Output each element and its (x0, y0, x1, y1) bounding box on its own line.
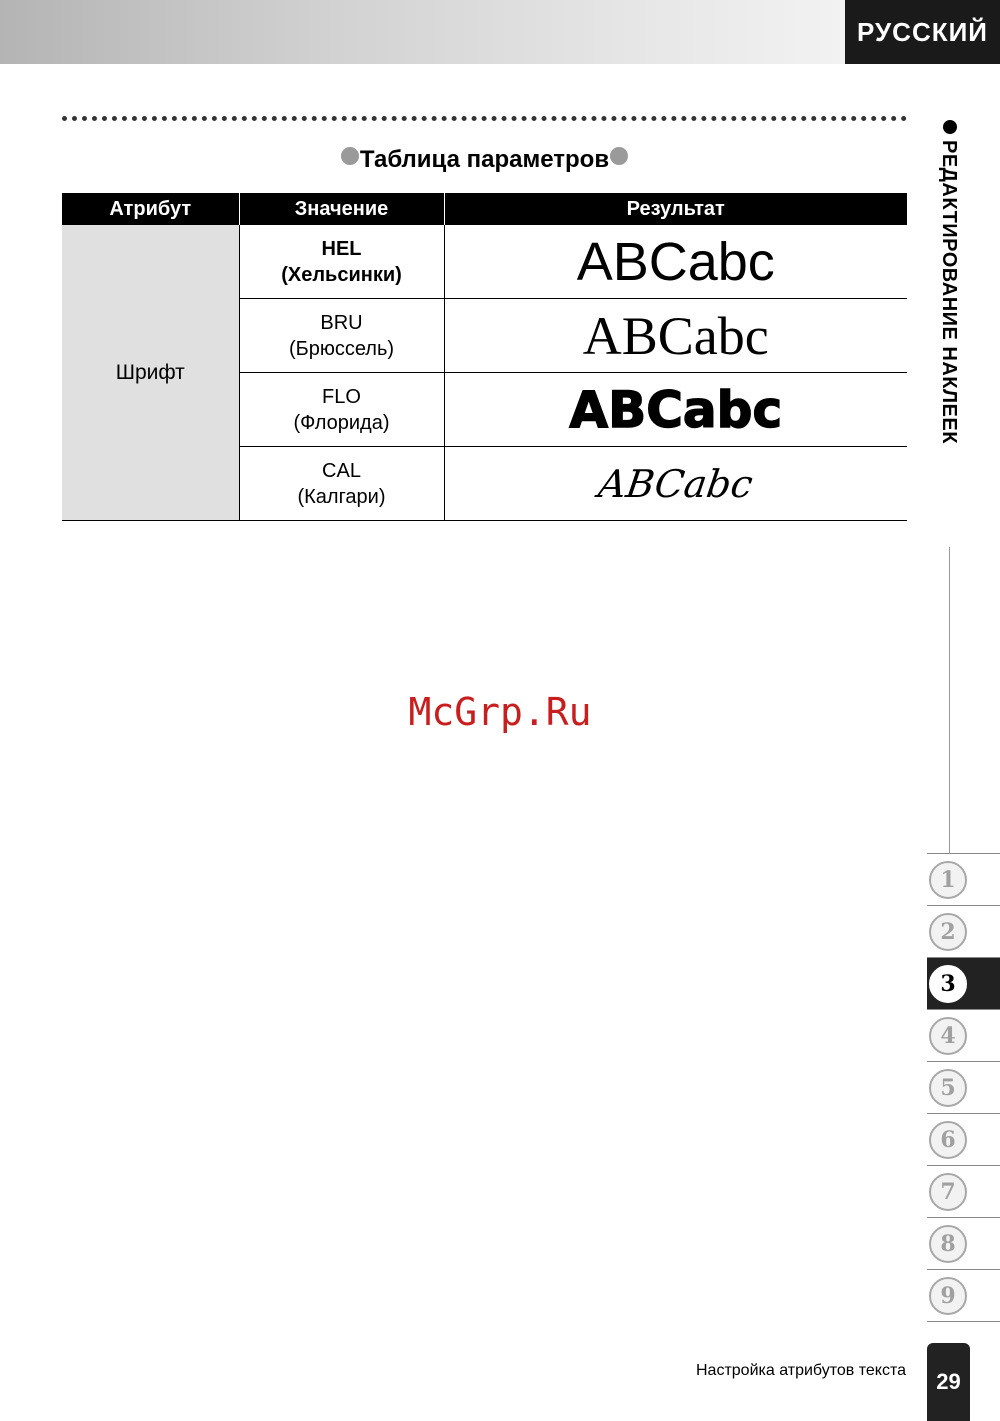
chapter-tab-2[interactable] (927, 905, 1000, 957)
value-code: CAL (322, 459, 361, 482)
table-header-row (62, 193, 907, 225)
value-name: (Флорида) (293, 411, 390, 434)
value-cell (239, 447, 444, 521)
value-cell (239, 225, 444, 299)
font-sample-calgary: ABCabc (595, 461, 756, 506)
watermark: McGrp.Ru (408, 690, 592, 734)
font-sample-helsinki: ABCabc (576, 231, 775, 292)
value-cell (239, 373, 444, 447)
font-sample-brussels: ABCabc (582, 305, 769, 366)
chapter-number: 5 (929, 1069, 967, 1107)
chapter-tab-1[interactable] (927, 853, 1000, 905)
chapter-number: 4 (929, 1017, 967, 1055)
result-cell (444, 447, 907, 521)
chapter-tab-4[interactable] (927, 1009, 1000, 1061)
value-name: (Брюссель) (288, 337, 395, 360)
table-title (62, 146, 907, 174)
chapter-tab-3[interactable] (927, 957, 1000, 1009)
parameters-table (62, 193, 907, 521)
value-code: HEL (321, 237, 362, 260)
attribute-cell-font: Шрифт (62, 225, 239, 521)
bullet-icon (610, 147, 628, 165)
value-name: (Хельсинки) (281, 263, 402, 286)
chapter-number: 3 (929, 965, 967, 1003)
section-bullet-icon (943, 120, 957, 134)
column-header-attribute: Атрибут (62, 193, 239, 225)
bullet-icon (341, 147, 359, 165)
chapter-number: 1 (929, 861, 967, 899)
chapter-number: 8 (929, 1225, 967, 1263)
value-code: FLO (322, 385, 361, 408)
chapter-tab-5[interactable] (927, 1061, 1000, 1113)
result-cell (444, 299, 907, 373)
chapter-tab-9[interactable] (927, 1269, 1000, 1322)
chapter-tab-7[interactable] (927, 1165, 1000, 1217)
chapter-number: 6 (929, 1121, 967, 1159)
font-sample-florida: ABCabc (569, 380, 783, 439)
chapter-number: 2 (929, 913, 967, 951)
value-cell (239, 299, 444, 373)
page-number: 29 (927, 1343, 970, 1421)
footer-text: Настройка атрибутов текста (696, 1362, 906, 1379)
column-header-value: Значение (239, 193, 444, 225)
table-title-text: Таблица параметров (359, 146, 610, 173)
language-tab: РУССКИЙ (845, 0, 1000, 64)
result-cell (444, 373, 907, 447)
value-code: BRU (320, 311, 363, 334)
chapter-tabs (927, 853, 1000, 1322)
chapter-number: 9 (929, 1277, 967, 1315)
column-header-result: Результат (444, 193, 907, 225)
result-cell (444, 225, 907, 299)
chapter-number: 7 (929, 1173, 967, 1211)
dotted-divider (62, 116, 907, 121)
header-band (0, 0, 845, 64)
chapter-tab-6[interactable] (927, 1113, 1000, 1165)
chapter-tab-8[interactable] (927, 1217, 1000, 1269)
value-name: (Калгари) (297, 485, 386, 508)
section-title: РЕДАКТИРОВАНИЕ НАКЛЕЕК (938, 140, 960, 444)
table-row (62, 225, 907, 299)
